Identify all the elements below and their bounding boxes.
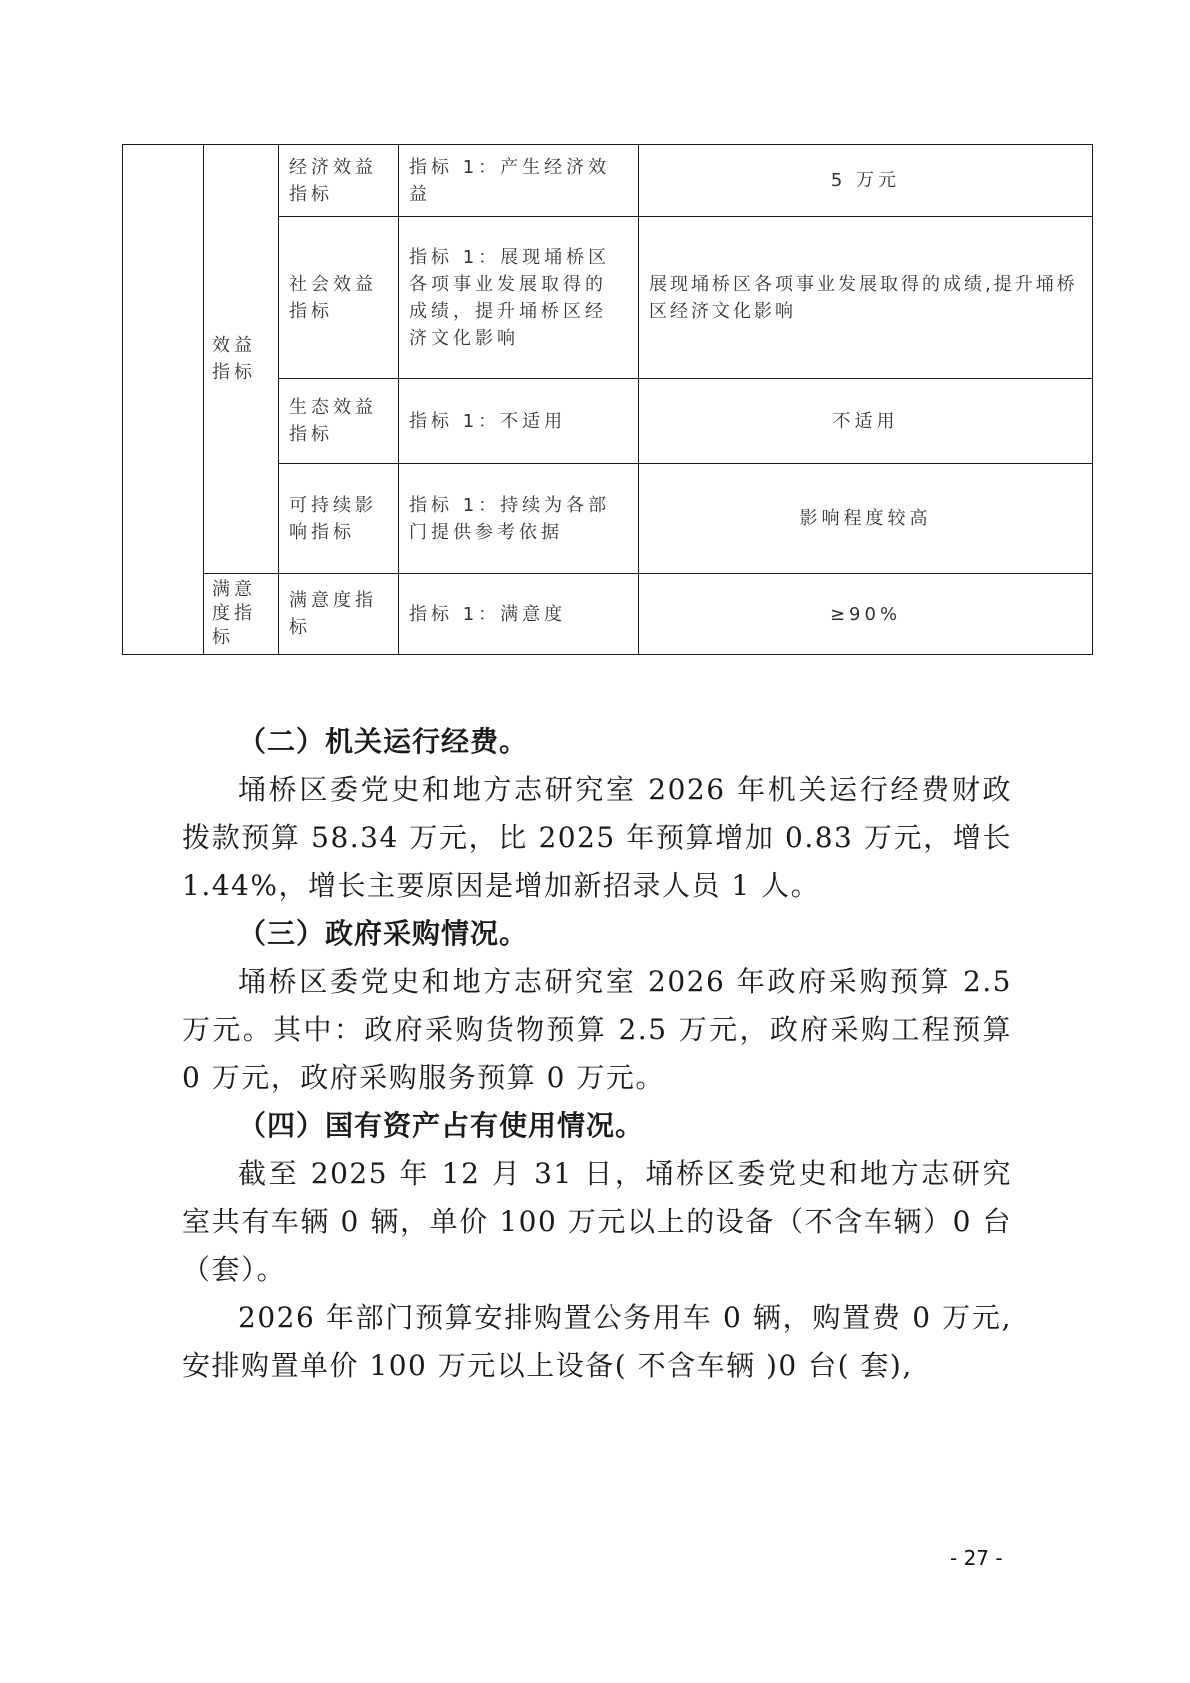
table-row	[123, 574, 1093, 655]
document-body	[182, 718, 1012, 1390]
paragraph: 埇桥区委党史和地方志研究室 2026 年机关运行经费财政拨款预算 58.34 万元，比 2025 年预算增加 0.83 万元，增长 1.44%，增长主要原因是增加新招录人员 1 人。	[182, 773, 1012, 902]
section-heading: （四）国有资产占有使用情况。	[238, 1109, 645, 1142]
paragraph: 截至 2025 年 12 月 31 日，埇桥区委党史和地方志研究室共有车辆 0 辆，单价 100 万元以上的设备（不含车辆）0 台（套）。	[182, 1157, 1012, 1286]
blank-cell	[123, 145, 204, 655]
indicator-cell: 指标 1：持续为各部门提供参考依据	[399, 464, 639, 574]
section-heading: （二）机关运行经费。	[238, 725, 529, 758]
indicator-cell: 指标 1：满意度	[399, 574, 639, 655]
section-heading: （三）政府采购情况。	[238, 917, 529, 950]
table-row	[123, 145, 1093, 217]
performance-indicator-table	[122, 144, 1093, 655]
value-cell: 展现埇桥区各项事业发展取得的成绩,提升埇桥区经济文化影响	[639, 217, 1093, 379]
category-cell: 可持续影响指标	[279, 464, 399, 574]
group-cell: 效益指标	[204, 145, 279, 574]
group-cell: 满意度指标	[204, 574, 279, 655]
paragraph: 埇桥区委党史和地方志研究室 2026 年政府采购预算 2.5 万元。其中：政府采购货物预算 2.5 万元，政府采购工程预算 0 万元，政府采购服务预算 0 万元。	[182, 965, 1012, 1094]
indicator-cell: 指标 1：不适用	[399, 379, 639, 464]
category-cell: 社会效益指标	[279, 217, 399, 379]
value-cell: 5 万元	[639, 145, 1093, 217]
category-cell: 经济效益指标	[279, 145, 399, 217]
value-cell: ≥90%	[639, 574, 1093, 655]
page-number: - 27 -	[950, 1546, 1003, 1570]
paragraph: 2026 年部门预算安排购置公务用车 0 辆，购置费 0 万元,安排购置单价 100 万元以上设备( 不含车辆 )0 台( 套),	[182, 1301, 1012, 1382]
category-cell: 满意度指标	[279, 574, 399, 655]
value-cell: 影响程度较高	[639, 464, 1093, 574]
indicator-cell: 指标 1：展现埇桥区各项事业发展取得的成绩，提升埇桥区经济文化影响	[399, 217, 639, 379]
indicator-cell: 指标 1：产生经济效益	[399, 145, 639, 217]
value-cell: 不适用	[639, 379, 1093, 464]
category-cell: 生态效益指标	[279, 379, 399, 464]
